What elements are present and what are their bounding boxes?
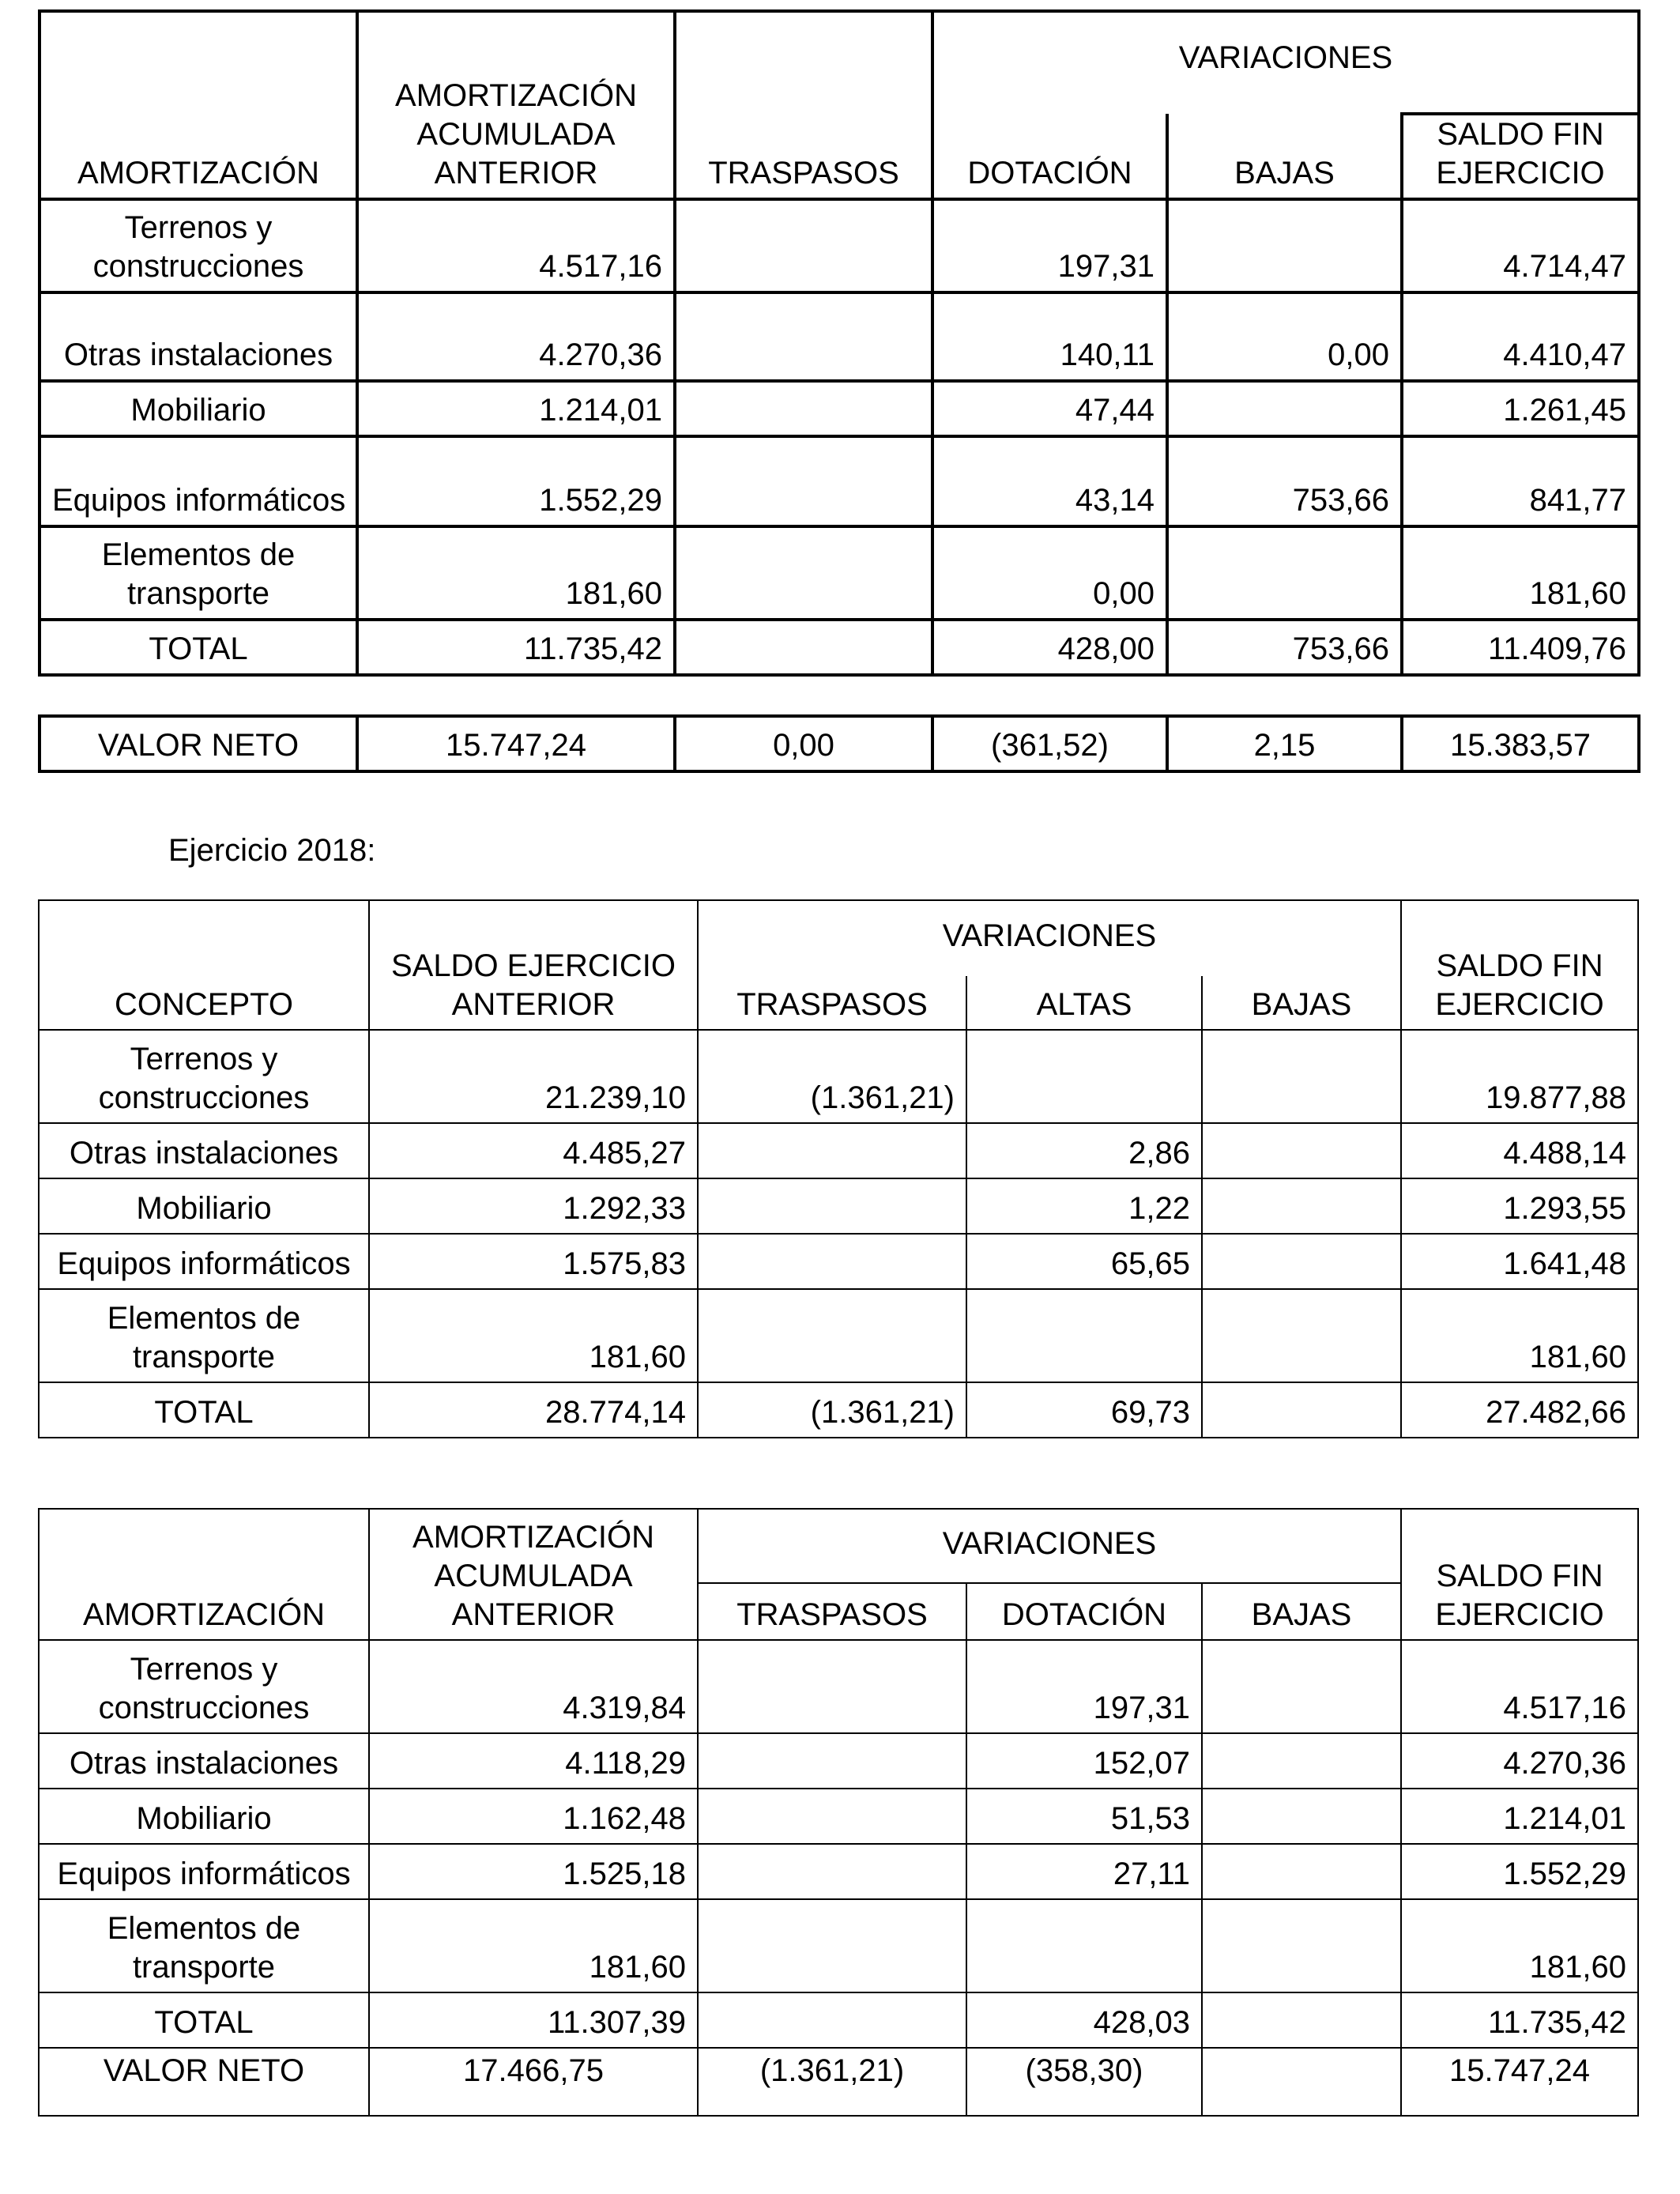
row-concept: Mobiliario [39, 1789, 369, 1844]
row-concept: Mobiliario [39, 1178, 369, 1234]
concepto-table-2018 [38, 899, 1639, 1438]
row-saldo: 4.270,36 [1401, 1733, 1638, 1789]
valor-neto-traspasos: (1.361,21) [698, 2048, 966, 2116]
header-saldo: SALDO FIN EJERCICIO [1401, 900, 1638, 1030]
valor-neto-traspasos: 0,00 [675, 716, 932, 771]
row-traspasos [675, 199, 932, 292]
total-label: TOTAL [40, 620, 357, 675]
valor-neto-label: VALOR NETO [40, 716, 357, 771]
row-concept: Otras instalaciones [39, 1733, 369, 1789]
row-anterior: 4.517,16 [357, 199, 675, 292]
row-dotacion: 47,44 [932, 381, 1167, 436]
row-traspasos [675, 436, 932, 526]
header-bajas: BAJAS [1202, 976, 1401, 1030]
ejercicio-caption: Ejercicio 2018: [168, 833, 376, 868]
valor-neto-saldo: 15.747,24 [1401, 2048, 1638, 2116]
row-anterior: 1.162,48 [369, 1789, 698, 1844]
header-dotacion: DOTACIÓN [966, 1583, 1202, 1640]
total-traspasos: (1.361,21) [698, 1382, 966, 1438]
row-bajas [1202, 1123, 1401, 1178]
valor-neto-bajas: 2,15 [1167, 716, 1402, 771]
row-anterior: 21.239,10 [369, 1030, 698, 1123]
row-saldo: 181,60 [1402, 526, 1639, 620]
row-traspasos [698, 1640, 966, 1733]
total-anterior: 11.307,39 [369, 1992, 698, 2048]
row-saldo: 1.214,01 [1401, 1789, 1638, 1844]
header-variaciones: VARIACIONES [698, 900, 1401, 976]
total-dotacion: 428,03 [966, 1992, 1202, 2048]
valor-neto-saldo: 15.383,57 [1402, 716, 1639, 771]
valor-neto-anterior: 15.747,24 [357, 716, 675, 771]
row-traspasos [698, 1844, 966, 1899]
row-saldo: 4.410,47 [1402, 292, 1639, 381]
total-traspasos [675, 620, 932, 675]
row-concept: Equipos informáticos [39, 1234, 369, 1289]
row-bajas [1167, 199, 1402, 292]
row-bajas [1202, 1789, 1401, 1844]
total-saldo: 11.409,76 [1402, 620, 1639, 675]
header-variaciones: VARIACIONES [698, 1509, 1401, 1583]
row-concept: Elementos de transporte [39, 1289, 369, 1382]
row-anterior: 4.270,36 [357, 292, 675, 381]
valor-neto-dotacion: (358,30) [966, 2048, 1202, 2116]
amortizacion-table-1 [38, 9, 1640, 677]
row-dotacion: 152,07 [966, 1733, 1202, 1789]
row-anterior: 181,60 [369, 1899, 698, 1992]
header-anterior: AMORTIZACIÓN ACUMULADA ANTERIOR [357, 11, 675, 199]
row-concept: Otras instalaciones [39, 1123, 369, 1178]
row-altas: 65,65 [966, 1234, 1202, 1289]
row-saldo: 1.261,45 [1402, 381, 1639, 436]
row-dotacion: 27,11 [966, 1844, 1202, 1899]
header-bajas: BAJAS [1167, 114, 1402, 199]
total-label: TOTAL [39, 1382, 369, 1438]
row-saldo: 181,60 [1401, 1289, 1638, 1382]
total-saldo: 27.482,66 [1401, 1382, 1638, 1438]
header-concept: AMORTIZACIÓN [39, 1509, 369, 1640]
total-bajas: 753,66 [1167, 620, 1402, 675]
total-anterior: 28.774,14 [369, 1382, 698, 1438]
row-saldo: 4.714,47 [1402, 199, 1639, 292]
row-concept: Terrenos y construcciones [39, 1030, 369, 1123]
row-bajas [1202, 1030, 1401, 1123]
row-anterior: 1.552,29 [357, 436, 675, 526]
amortizacion-table-2018 [38, 1508, 1639, 2117]
row-traspasos [675, 292, 932, 381]
row-bajas: 753,66 [1167, 436, 1402, 526]
total-bajas [1202, 1992, 1401, 2048]
total-anterior: 11.735,42 [357, 620, 675, 675]
header-anterior: SALDO EJERCICIO ANTERIOR [369, 900, 698, 1030]
row-saldo: 19.877,88 [1401, 1030, 1638, 1123]
total-dotacion: 428,00 [932, 620, 1167, 675]
row-traspasos [698, 1234, 966, 1289]
valor-neto-label: VALOR NETO [39, 2048, 369, 2116]
row-traspasos [675, 526, 932, 620]
row-bajas [1202, 1640, 1401, 1733]
row-altas [966, 1030, 1202, 1123]
header-anterior: AMORTIZACIÓN ACUMULADA ANTERIOR [369, 1509, 698, 1640]
row-bajas [1202, 1733, 1401, 1789]
row-altas [966, 1289, 1202, 1382]
row-anterior: 181,60 [369, 1289, 698, 1382]
header-concept: AMORTIZACIÓN [40, 11, 357, 199]
row-anterior: 1.575,83 [369, 1234, 698, 1289]
header-traspasos: TRASPASOS [698, 1583, 966, 1640]
row-anterior: 181,60 [357, 526, 675, 620]
valor-neto-bajas [1202, 2048, 1401, 2116]
row-concept: Equipos informáticos [40, 436, 357, 526]
total-label: TOTAL [39, 1992, 369, 2048]
row-anterior: 4.485,27 [369, 1123, 698, 1178]
row-traspasos [698, 1789, 966, 1844]
total-bajas [1202, 1382, 1401, 1438]
header-traspasos: TRASPASOS [675, 11, 932, 199]
header-saldo: SALDO FIN EJERCICIO [1402, 114, 1639, 199]
row-saldo: 1.641,48 [1401, 1234, 1638, 1289]
row-anterior: 4.118,29 [369, 1733, 698, 1789]
row-altas: 1,22 [966, 1178, 1202, 1234]
row-traspasos [698, 1899, 966, 1992]
header-variaciones: VARIACIONES [932, 11, 1639, 114]
header-concept: CONCEPTO [39, 900, 369, 1030]
valor-neto-table-1 [38, 714, 1640, 773]
row-bajas [1167, 526, 1402, 620]
row-saldo: 4.488,14 [1401, 1123, 1638, 1178]
row-saldo: 4.517,16 [1401, 1640, 1638, 1733]
row-concept: Terrenos y construcciones [40, 199, 357, 292]
row-concept: Terrenos y construcciones [39, 1640, 369, 1733]
row-anterior: 1.214,01 [357, 381, 675, 436]
header-bajas: BAJAS [1202, 1583, 1401, 1640]
row-traspasos [698, 1178, 966, 1234]
row-dotacion: 43,14 [932, 436, 1167, 526]
row-concept: Otras instalaciones [40, 292, 357, 381]
row-dotacion: 0,00 [932, 526, 1167, 620]
row-bajas [1202, 1178, 1401, 1234]
row-bajas: 0,00 [1167, 292, 1402, 381]
row-bajas [1167, 381, 1402, 436]
row-bajas [1202, 1234, 1401, 1289]
total-traspasos [698, 1992, 966, 2048]
row-altas: 2,86 [966, 1123, 1202, 1178]
row-dotacion: 140,11 [932, 292, 1167, 381]
row-bajas [1202, 1289, 1401, 1382]
header-saldo: SALDO FIN EJERCICIO [1401, 1509, 1638, 1640]
row-dotacion: 197,31 [932, 199, 1167, 292]
row-saldo: 841,77 [1402, 436, 1639, 526]
header-dotacion: DOTACIÓN [932, 114, 1167, 199]
row-saldo: 1.552,29 [1401, 1844, 1638, 1899]
header-traspasos: TRASPASOS [698, 976, 966, 1030]
row-saldo: 181,60 [1401, 1899, 1638, 1992]
row-concept: Elementos de transporte [39, 1899, 369, 1992]
row-traspasos: (1.361,21) [698, 1030, 966, 1123]
total-altas: 69,73 [966, 1382, 1202, 1438]
row-saldo: 1.293,55 [1401, 1178, 1638, 1234]
row-traspasos [698, 1289, 966, 1382]
row-concept: Equipos informáticos [39, 1844, 369, 1899]
row-anterior: 1.292,33 [369, 1178, 698, 1234]
row-traspasos [698, 1733, 966, 1789]
row-concept: Mobiliario [40, 381, 357, 436]
row-traspasos [675, 381, 932, 436]
row-dotacion: 51,53 [966, 1789, 1202, 1844]
row-concept: Elementos de transporte [40, 526, 357, 620]
row-bajas [1202, 1844, 1401, 1899]
row-dotacion [966, 1899, 1202, 1992]
valor-neto-anterior: 17.466,75 [369, 2048, 698, 2116]
row-traspasos [698, 1123, 966, 1178]
row-anterior: 4.319,84 [369, 1640, 698, 1733]
row-bajas [1202, 1899, 1401, 1992]
header-altas: ALTAS [966, 976, 1202, 1030]
row-dotacion: 197,31 [966, 1640, 1202, 1733]
valor-neto-dotacion: (361,52) [932, 716, 1167, 771]
total-saldo: 11.735,42 [1401, 1992, 1638, 2048]
row-anterior: 1.525,18 [369, 1844, 698, 1899]
